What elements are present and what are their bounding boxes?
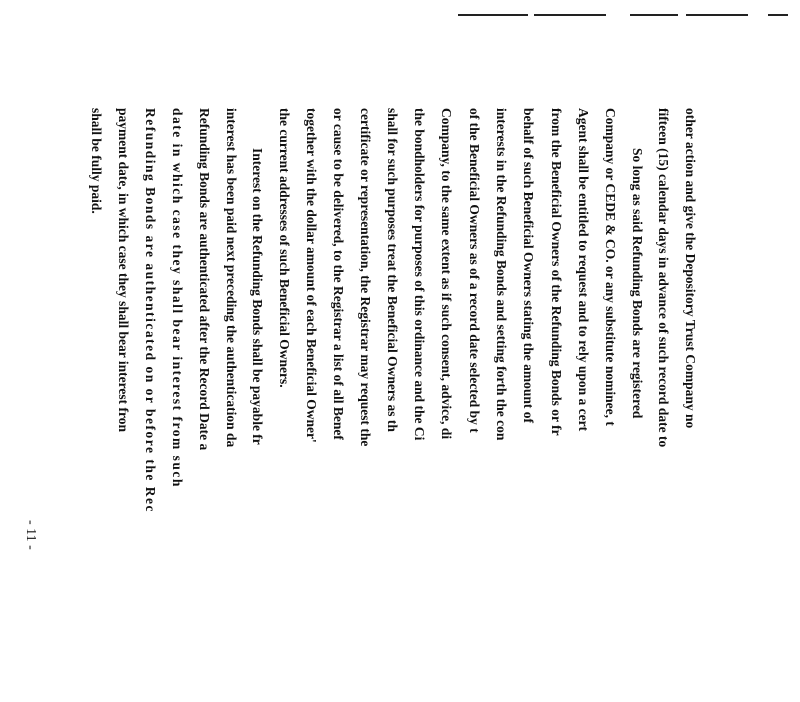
page-number: - 11 - xyxy=(23,520,38,550)
text-line: Refunding Bonds are authenticated after the Record Date a xyxy=(197,108,212,451)
text-line: Interest on the Refunding Bonds shall be payable fr xyxy=(250,148,265,445)
text-line: interest has been paid next preceding the authentication da xyxy=(224,108,239,448)
text-line: of the Beneficial Owners as of a record date selected by t xyxy=(467,108,482,433)
text-line: Company or CEDE & CO. or any substitute nominee, t xyxy=(603,108,618,426)
text-line: So long as said Refunding Bonds are registered xyxy=(630,148,645,419)
text-line: payment date, in which case they shall bear interest fron xyxy=(116,108,131,432)
text-line: Refunding Bonds are authenticated on or before the Rec xyxy=(143,108,158,513)
text-line: shall be fully paid. xyxy=(89,108,104,214)
text-line: Agent shall be entitled to request and to rely upon a cert xyxy=(576,108,591,432)
text-line: from the Beneficial Owners of the Refunding Bonds or fr xyxy=(549,108,564,436)
text-line: the bondholders for purposes of this ordinance and the Ci xyxy=(412,108,427,441)
text-line: the current addresses of such Beneficial Owners. xyxy=(277,108,292,388)
text-line: Company, to the same extent as if such consent, advice, di xyxy=(439,108,454,440)
text-line: certificate or representation, the Registrar may request the xyxy=(358,108,373,447)
text-line: interests in the Refunding Bonds and setting forth the con xyxy=(494,108,509,441)
text-line: other action and give the Depository Trust Company no xyxy=(683,108,698,429)
text-line: behalf of such Beneficial Owners stating the amount of xyxy=(521,108,536,423)
text-line: fifteen (15) calendar days in advance of such record date to xyxy=(656,108,671,448)
text-line: date in which case they shall bear interest from such xyxy=(170,108,185,488)
text-line: together with the dollar amount of each Beneficial Owner' xyxy=(304,108,319,443)
text-line: or cause to be delivered, to the Registrar a list of all Benef xyxy=(331,108,346,440)
text-line: shall for such purposes treat the Beneficial Owners as th xyxy=(385,108,400,432)
